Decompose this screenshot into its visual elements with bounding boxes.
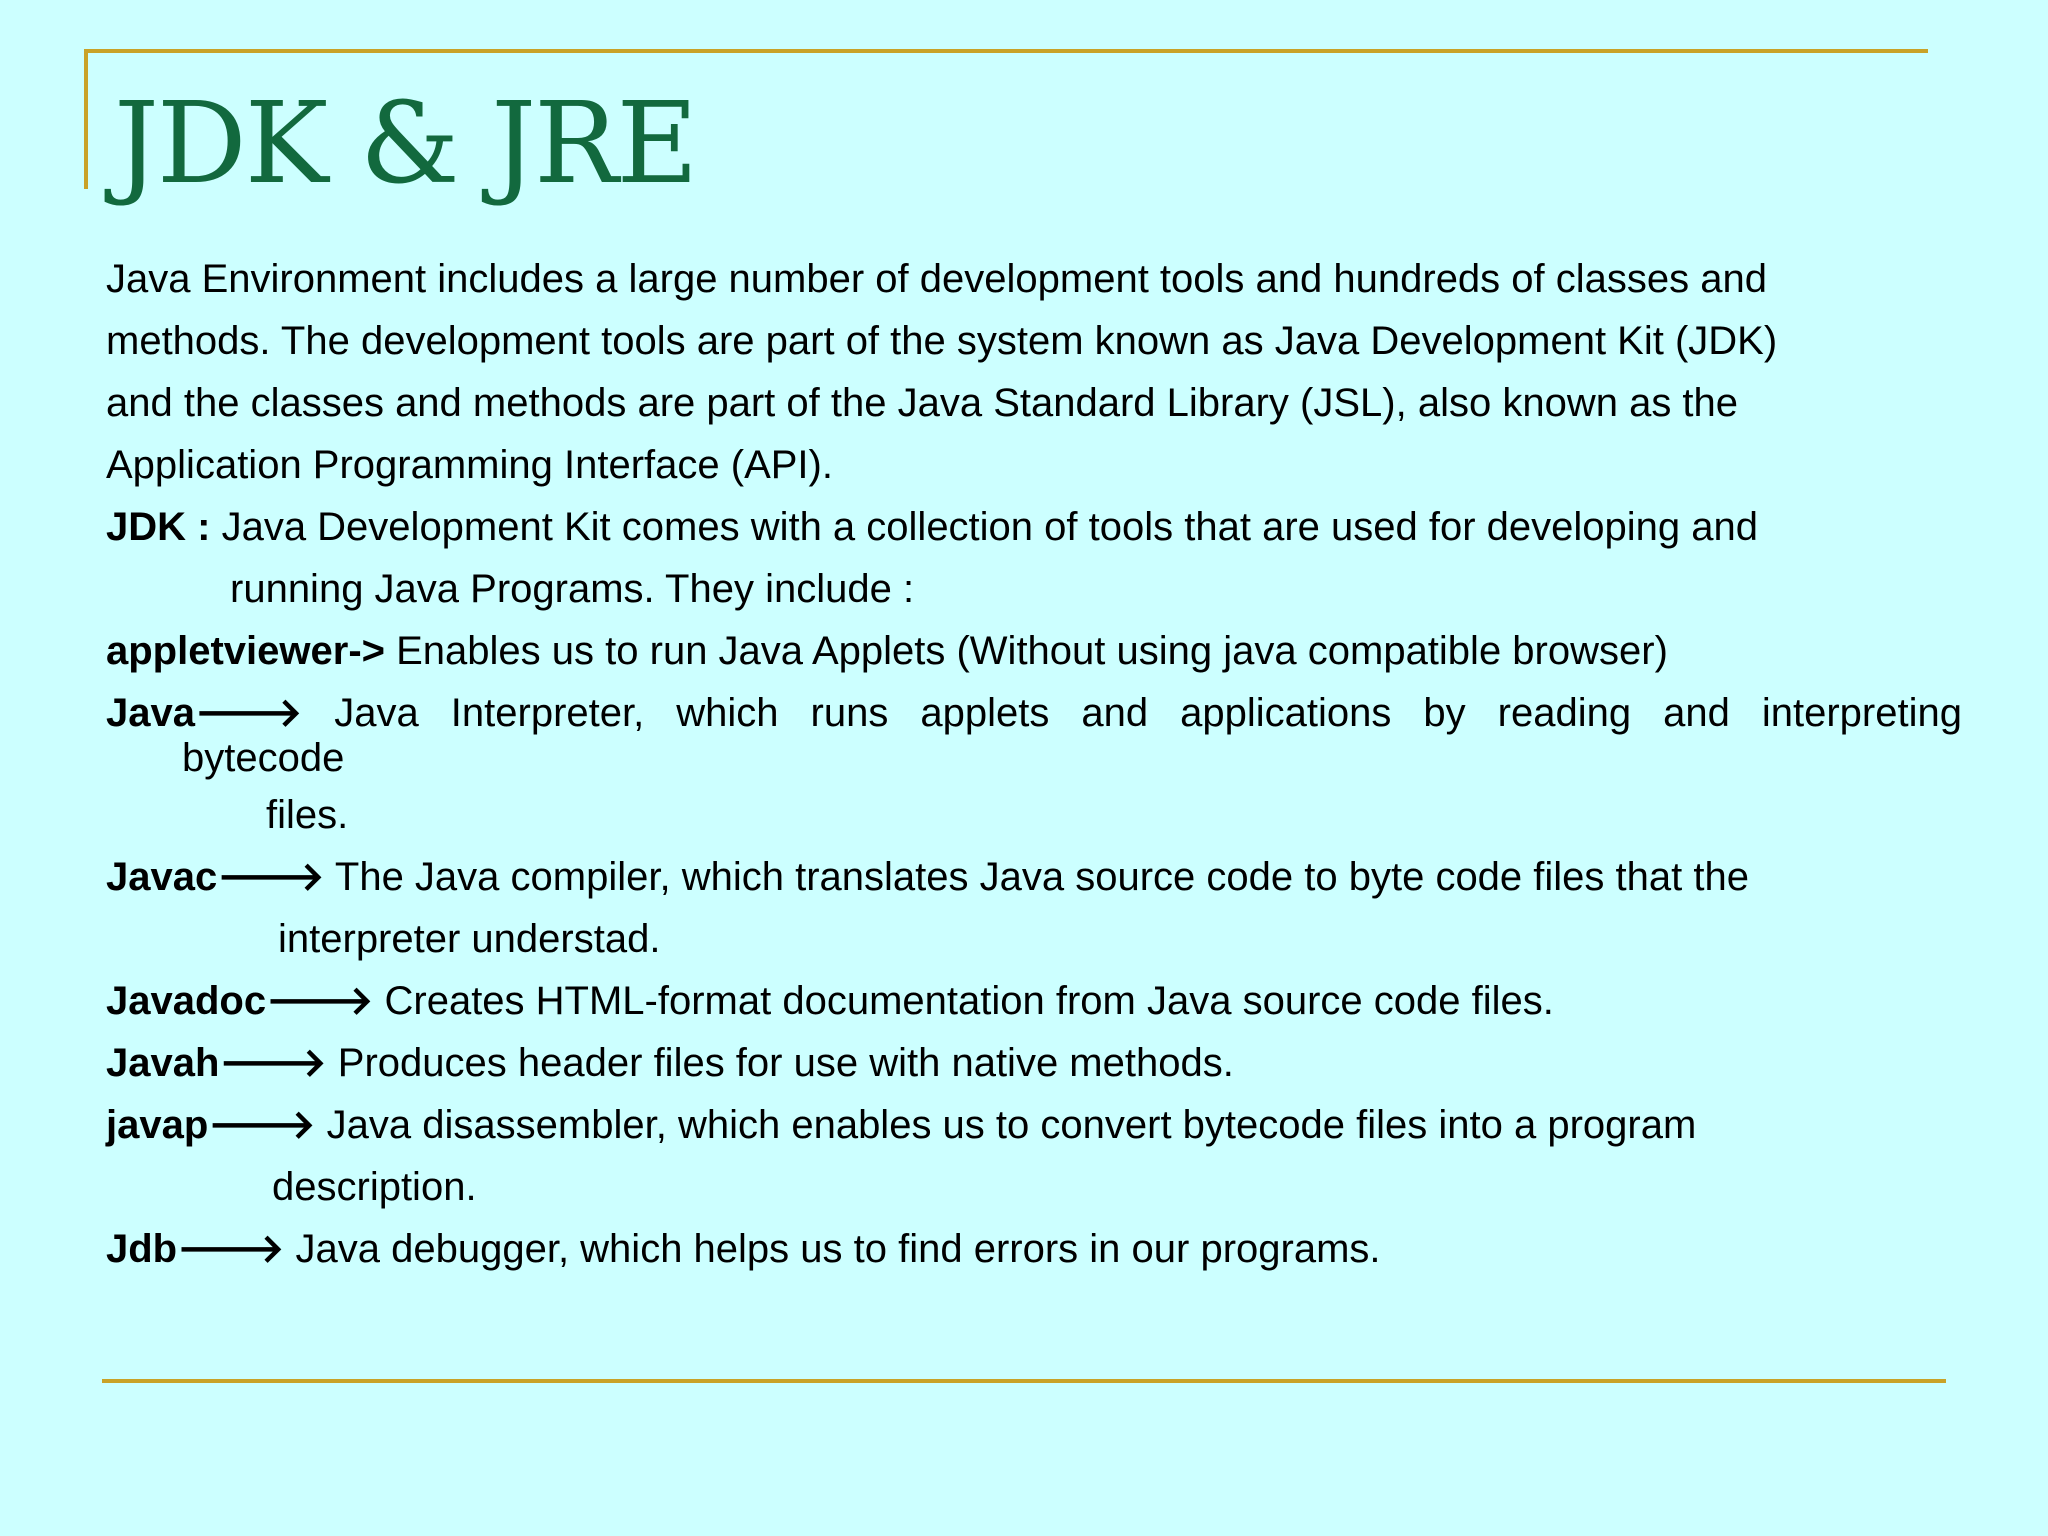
javadoc-item [106, 970, 1962, 1032]
javadoc-arrow-icon: 🡒 [266, 979, 374, 1023]
appletviewer-term: appletviewer-> [106, 629, 386, 673]
javap-arrow-icon: 🡒 [208, 1103, 316, 1147]
java-word: reading [1497, 691, 1632, 735]
javac-desc-line-1: The Java compiler, which translates Java source code to byte code files that the [324, 855, 1749, 899]
javap-term: javap [106, 1103, 209, 1147]
frame-top-border [84, 49, 1928, 53]
jdb-item [106, 1218, 1962, 1280]
javac-item [106, 846, 1962, 908]
intro-line-3: and the classes and methods are part of the Java Standard Library (JSL), also known as the [106, 381, 1739, 425]
javac-arrow-icon: 🡒 [217, 855, 325, 899]
javah-arrow-icon: 🡒 [219, 1041, 327, 1085]
javah-desc: Produces header files for use with native methods. [326, 1041, 1234, 1085]
jdk-definition [106, 496, 1962, 558]
slide-title: JDK & JRE [114, 79, 697, 209]
java-desc-cont-2: files. [266, 793, 349, 837]
javadoc-term: Javadoc [106, 979, 267, 1023]
jdb-arrow-icon: 🡒 [177, 1227, 285, 1271]
intro-line-2: methods. The development tools are part of the system known as Java Development Kit (JDK) [106, 319, 1778, 363]
appletviewer-desc: Enables us to run Java Applets (Without using java compatible browser) [385, 629, 1668, 673]
java-word: applications [1180, 691, 1392, 735]
java-word: applets [920, 691, 1050, 735]
jdk-term: JDK : [106, 505, 211, 549]
intro-line-4: Application Programming Interface (API). [106, 443, 833, 487]
javac-term: Javac [106, 855, 218, 899]
javap-desc-line-2: description. [272, 1165, 477, 1209]
javac-desc-line-2: interpreter understad. [278, 917, 661, 961]
slide-body [106, 248, 1962, 1280]
java-arrow-icon: 🡒 [194, 691, 303, 735]
java-word: Interpreter, [450, 691, 645, 735]
java-desc-cont-1: bytecode [182, 736, 345, 780]
intro-line-1: Java Environment includes a large number of development tools and hundreds of classes and [106, 257, 1767, 301]
javah-term: Javah [106, 1041, 220, 1085]
javap-item [106, 1094, 1962, 1156]
java-term: Java [106, 691, 195, 735]
java-item [106, 682, 1962, 744]
jdb-desc: Java debugger, which helps us to find errors in our programs. [284, 1227, 1381, 1271]
java-word: and [1663, 691, 1730, 735]
java-term-group [106, 682, 302, 744]
frame-bottom-border [102, 1379, 1946, 1383]
java-word: which [676, 691, 779, 735]
frame-left-border [84, 49, 88, 189]
javah-item [106, 1032, 1962, 1094]
jdk-desc-line-2: running Java Programs. They include : [230, 567, 915, 611]
javadoc-desc: Creates HTML-format documentation from Java source code files. [373, 979, 1554, 1023]
javap-desc-line-1: Java disassembler, which enables us to convert bytecode files into a program [315, 1103, 1697, 1147]
jdk-desc-line-1: Java Development Kit comes with a collection of tools that are used for developing and [210, 505, 1758, 549]
java-word: and [1081, 691, 1149, 735]
java-word: Java [334, 691, 419, 735]
jdb-term: Jdb [106, 1227, 178, 1271]
appletviewer-item [106, 620, 1962, 682]
java-word: runs [810, 691, 889, 735]
java-word: by [1423, 691, 1466, 735]
java-word: interpreting [1761, 691, 1962, 735]
